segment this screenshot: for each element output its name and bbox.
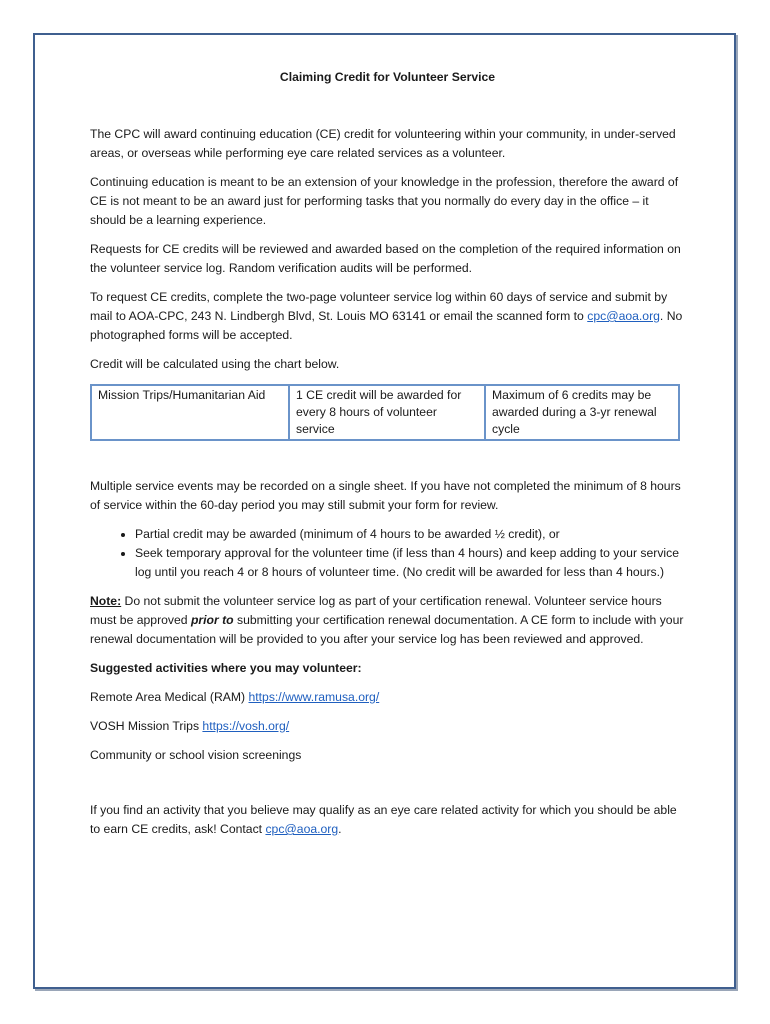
closing-text: If you find an activity that you believe may qualify as an eye care related activity for which you should be able to earn CE credits, ask! Contact [90, 803, 677, 836]
table-cell-category: Mission Trips/Humanitarian Aid [91, 385, 289, 440]
purpose-paragraph: Continuing education is meant to be an extension of your knowledge in the profession, therefore the award of CE is not meant to be an award just for performing tasks that you normally do every day in the office – it should be a learning experience. [90, 175, 679, 227]
ram-label: Remote Area Medical (RAM) [90, 690, 249, 704]
contact-email-link[interactable]: cpc@aoa.org [265, 822, 339, 836]
intro-paragraph: The CPC will award continuing education (CE) credit for volunteering within your community, in under-served areas, or overseas while performing eye care related services as a volunteer. [90, 127, 676, 160]
note-text: Do not submit the volunteer service log as part of your certification renewal. Volunteer service hours must be approved [90, 594, 662, 627]
ram-link[interactable]: https://www.ramusa.org/ [248, 690, 380, 704]
request-paragraph [90, 288, 685, 345]
suggested-heading: Suggested activities where you may volunteer: [90, 661, 362, 675]
vosh-label: VOSH Mission Trips [90, 719, 203, 733]
list-item: • Partial credit may be awarded (minimum of 4 hours to be awarded ½ credit), or [135, 525, 685, 544]
ram-line [90, 688, 685, 707]
credit-table [90, 384, 680, 441]
review-paragraph: Requests for CE credits will be reviewed and awarded based on the completion of the required information on the volunteer service log. Random verification audits will be performed. [90, 242, 681, 275]
note-text-end: submitting your certification renewal documentation. A CE form to include with your renewal documentation will be provided to you after your service log has been reviewed and approved. [90, 613, 684, 646]
closing-end: . [338, 822, 342, 836]
email-link[interactable]: cpc@aoa.org [587, 309, 660, 323]
table-row [91, 385, 679, 440]
community-line: Community or school vision screenings [90, 748, 302, 762]
note-paragraph [90, 592, 685, 649]
multiple-events-paragraph: Multiple service events may be recorded on a single sheet. If you have not completed the minimum of 8 hours of service within the 60-day period you may still submit your form for review. [90, 479, 681, 512]
vosh-line [90, 717, 685, 736]
request-text-end: . No photographed forms will be accepted. [90, 309, 683, 342]
document-body [90, 68, 685, 849]
note-emphasis: prior to [190, 613, 234, 627]
vosh-link[interactable]: https://vosh.org/ [202, 719, 290, 733]
table-cell-maximum: Maximum of 6 credits may be awarded during a 3-yr renewal cycle [485, 385, 679, 440]
request-text: To request CE credits, complete the two-page volunteer service log within 60 days of service and submit by mail to AOA-CPC, 243 N. Lindbergh Blvd, St. Louis MO 63141 or email the scanned form to [90, 290, 668, 323]
chart-intro-paragraph: Credit will be calculated using the chart below. [90, 357, 340, 371]
page-title: Claiming Credit for Volunteer Service [279, 70, 496, 84]
note-label: Note: [90, 594, 122, 608]
options-list [90, 525, 685, 582]
closing-paragraph [90, 801, 685, 839]
table-cell-rate: 1 CE credit will be awarded for every 8 hours of volunteer service [289, 385, 485, 440]
list-item: • Seek temporary approval for the volunteer time (if less than 4 hours) and keep adding to your service log until you reach 4 or 8 hours of volunteer time. (No credit will be awarded for less than 4 hours.) [135, 544, 685, 582]
spacer [90, 775, 685, 801]
